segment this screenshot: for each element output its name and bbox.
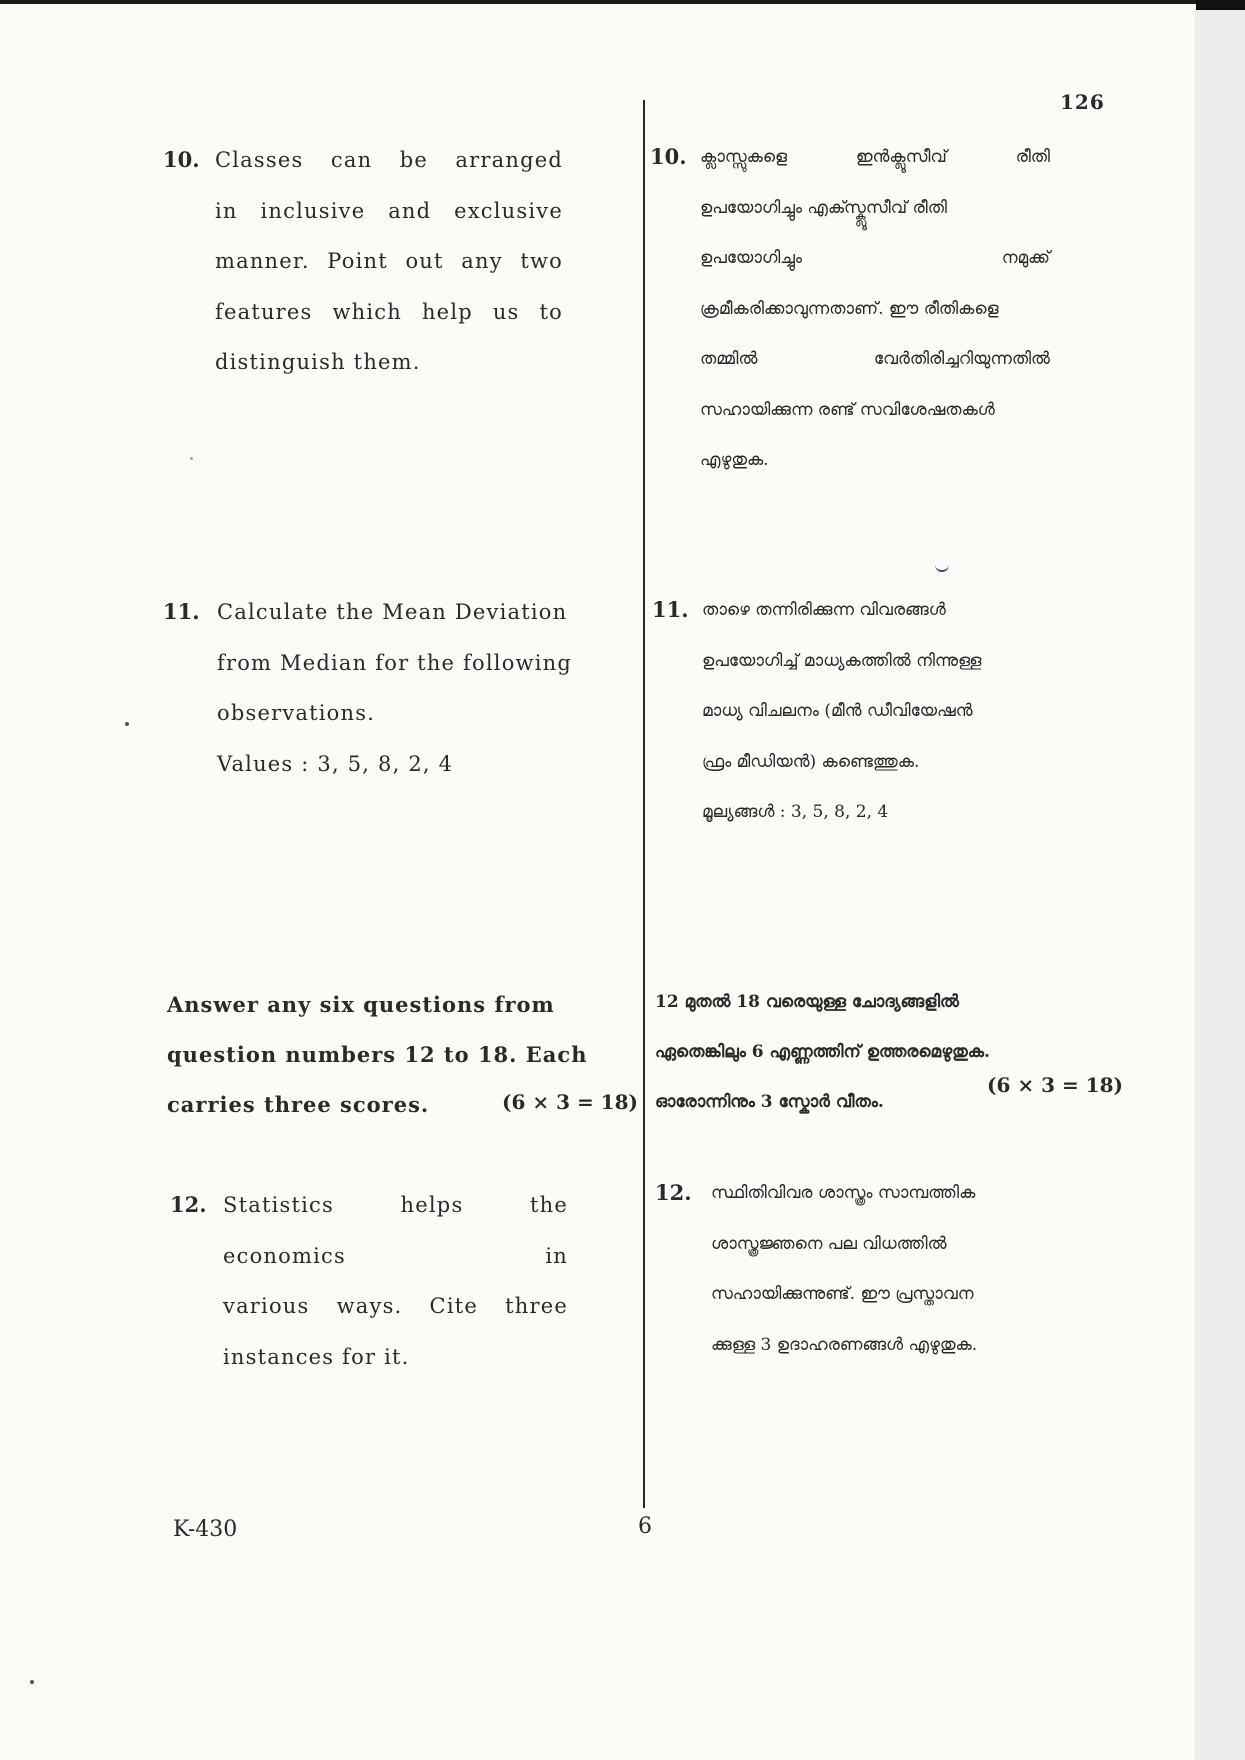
question-line: observations. xyxy=(217,701,376,725)
question-line: താഴെ തന്നിരിക്കുന്ന വിവരങ്ങൾ xyxy=(702,600,946,620)
scan-speck xyxy=(30,1680,34,1684)
scan-top-edge xyxy=(0,0,1245,4)
question-line: features which help us to xyxy=(215,299,563,324)
question-line: ഉപയോഗിച്ചും നമുക്ക് xyxy=(700,248,1050,268)
question-line: instances for it. xyxy=(223,1344,410,1369)
question-line: ഫ്രം മീഡിയൻ) കണ്ടെത്തുക. xyxy=(702,751,920,772)
question-line: from Median for the following xyxy=(217,650,572,675)
instruction-line: carries three scores. xyxy=(167,1092,430,1117)
score-en: (6 × 3 = 18) xyxy=(502,1090,638,1114)
question-line: ഉപയോഗിച്ചും എക്സ്ക്ലൂസീവ് രീതി xyxy=(700,197,947,218)
question-number: 11. xyxy=(652,597,689,622)
question-line: Classes can be arranged xyxy=(215,148,563,172)
question-line: സഹായിക്കുന്ന രണ്ട് സവിശേഷതകൾ xyxy=(700,399,995,420)
scan-corner xyxy=(1196,0,1245,10)
question-line: എഴുതുക. xyxy=(700,450,769,470)
question-line: സഹായിക്കുന്നുണ്ട്. ഈ പ്രസ്താവന xyxy=(711,1284,974,1304)
instruction-line: 12 മുതൽ 18 വരെയുള്ള ചോദ്യങ്ങളിൽ xyxy=(655,992,959,1012)
instruction-line: question numbers 12 to 18. Each xyxy=(167,1042,588,1067)
question-line: ക്ലാസ്സുകളെ ഇൻക്ലൂസീവ് രീതി xyxy=(700,147,1050,167)
question-number: 12. xyxy=(170,1192,207,1217)
question-line: Values : 3, 5, 8, 2, 4 xyxy=(217,751,454,776)
question-number: 10. xyxy=(163,147,200,172)
instruction-line: ഏതെങ്കിലും 6 എണ്ണത്തിന് ഉത്തരമെഴുതുക. xyxy=(655,1042,990,1062)
question-number: 12. xyxy=(655,1180,692,1205)
score-ml: (6 × 3 = 18) xyxy=(987,1073,1123,1097)
scan-edge xyxy=(1195,0,1245,1760)
instruction-line: Answer any six questions from xyxy=(167,992,555,1017)
footer-page-number: 6 xyxy=(638,1514,652,1539)
question-line: ക്രമീകരിക്കാവുന്നതാണ്. ഈ രീതികളെ xyxy=(700,298,999,319)
question-line: manner. Point out any two xyxy=(215,249,563,273)
instruction-ml xyxy=(655,977,1125,1127)
question-line: മാധ്യ വിചലനം (മീൻ ഡീവിയേഷൻ xyxy=(702,701,973,721)
question-line: സ്ഥിതിവിവര ശാസ്ത്രം സാമ്പത്തിക xyxy=(711,1183,976,1203)
scan-speck xyxy=(190,457,193,460)
question-number: 11. xyxy=(163,599,200,624)
scan-speck xyxy=(125,722,129,726)
question-line: ഉപയോഗിച്ച് മാധ്യകത്തിൽ നിന്നുള്ള xyxy=(702,650,982,671)
question-line: Calculate the Mean Deviation xyxy=(217,600,568,624)
question-line: Statistics helps the economics in xyxy=(223,1193,568,1268)
question-line: മൂല്യങ്ങൾ : 3, 5, 8, 2, 4 xyxy=(702,802,889,822)
paper-code: K-430 xyxy=(173,1517,238,1542)
instruction-line: ഓരോന്നിനും 3 സ്കോർ വീതം. xyxy=(655,1092,884,1112)
question-line: in inclusive and exclusive xyxy=(215,198,563,223)
question-line: distinguish them. xyxy=(215,350,421,374)
page-number: 126 xyxy=(1060,90,1105,114)
column-divider xyxy=(643,100,645,1508)
question-number: 10. xyxy=(650,144,687,169)
question-line: ക്കുള്ള 3 ഉദാഹരണങ്ങൾ എഴുതുക. xyxy=(711,1334,978,1355)
question-line: തമ്മിൽ വേർതിരിച്ചറിയുന്നതിൽ xyxy=(700,349,1050,369)
question-line: ശാസ്ത്രജ്ഞനെ പല വിധത്തിൽ xyxy=(711,1233,947,1254)
question-line: various ways. Cite three xyxy=(223,1294,568,1318)
